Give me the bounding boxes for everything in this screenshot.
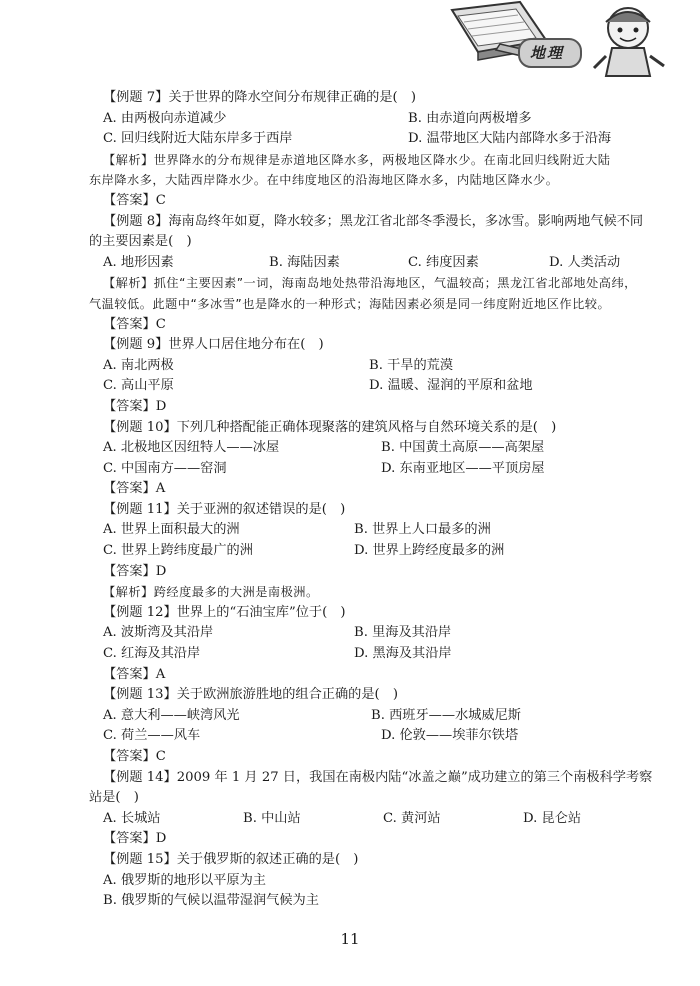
text-line: 【解析】世界降水的分布规律是赤道地区降水多，两极地区降水少。在南北回归线附近大陆 (103, 152, 611, 167)
option-text: D. 世界上跨经度最多的洲 (354, 543, 505, 559)
cartoon-kid-icon (594, 8, 664, 76)
option-text: D. 温带地区大陆内部降水多于沿海 (408, 131, 612, 147)
text-line: 的主要因素是( ) (89, 234, 192, 250)
option-text: B. 由赤道向两极增多 (408, 110, 532, 126)
header-illustration (0, 0, 700, 80)
options-row (103, 376, 643, 397)
options-row (103, 129, 643, 150)
option-text: C. 高山平原 (103, 378, 174, 394)
text-line: A. 俄罗斯的地形以平原为主 (103, 872, 266, 888)
option-text: A. 世界上面积最大的洲 (103, 522, 240, 538)
text-line: B. 俄罗斯的气候以温带湿润气候为主 (103, 893, 319, 909)
option-text: D. 黑海及其沿岸 (354, 646, 452, 662)
text-line: 【解析】抓住“主要因素”一词，海南岛地处热带沿海地区，气温较高；黑龙江省北部地处高纬， (103, 276, 637, 291)
options-row (103, 726, 643, 747)
option-text: B. 干旱的荒漠 (369, 357, 454, 373)
option-text: C. 红海及其沿岸 (103, 646, 201, 662)
text-line: 【答案】D (103, 563, 167, 579)
option-text: C. 纬度因素 (408, 254, 479, 270)
option-text: D. 昆仑站 (523, 810, 582, 826)
option-text: C. 回归线附近大陆东岸多于西岸 (103, 131, 293, 147)
options-row (103, 109, 643, 130)
text-line: 【例题 14】2009 年 1 月 27 日，我国在南极内陆“冰盖之巅”成功建立的第三个南极科学考察 (103, 769, 653, 785)
options-row (103, 520, 643, 541)
option-text: A. 波斯湾及其沿岸 (103, 625, 214, 641)
text-line: 【答案】C (103, 749, 166, 764)
text-line: 【答案】C (103, 192, 166, 208)
option-text: B. 海陆因素 (269, 254, 340, 270)
text-line: 【例题 7】关于世界的降水空间分布规律正确的是( ) (103, 90, 416, 105)
text-line: 【例题 13】关于欧洲旅游胜地的组合正确的是( ) (103, 687, 399, 703)
text-line: 【答案】A (103, 481, 166, 497)
document-body (89, 88, 653, 912)
option-text: B. 里海及其沿岸 (354, 625, 452, 641)
text-line: 【例题 12】世界上的“石油宝库”位于( ) (103, 604, 346, 620)
page-number: 11 (340, 930, 360, 948)
subject-badge-label: 地理 (530, 44, 565, 62)
option-text: A. 南北两极 (103, 357, 174, 373)
options-row (103, 541, 643, 562)
text-line: 【答案】D (103, 398, 167, 414)
text-line: 【答案】A (103, 666, 166, 682)
options-row (103, 438, 643, 459)
text-line: 【例题 15】关于俄罗斯的叙述正确的是( ) (103, 851, 359, 867)
text-line: 站是( ) (89, 790, 139, 806)
options-row (103, 809, 643, 830)
options-row (103, 644, 643, 665)
option-text: C. 世界上跨纬度最广的洲 (103, 543, 253, 559)
option-text: B. 世界上人口最多的洲 (354, 522, 491, 538)
option-text: A. 意大利——峡湾风光 (103, 707, 240, 723)
text-line: 【答案】C (103, 316, 166, 332)
option-text: D. 人类活动 (549, 254, 621, 270)
options-row (103, 253, 643, 274)
text-line: 【例题 11】关于亚洲的叙述错误的是( ) (103, 501, 346, 517)
options-row (103, 356, 643, 377)
option-text: A. 由两极向赤道减少 (103, 110, 227, 126)
options-row (103, 706, 643, 727)
option-text: C. 荷兰——风车 (103, 728, 201, 744)
option-text: D. 伦敦——埃菲尔铁塔 (381, 728, 519, 744)
text-line: 气温较低。此题中“多冰雪”也是降水的一种形式；海陆因素必须是同一纬度附近地区作比较。 (89, 296, 611, 311)
text-line: 【例题 9】世界人口居住地分布在( ) (103, 337, 324, 353)
text-line: 【答案】D (103, 831, 167, 847)
option-text: C. 黄河站 (383, 810, 441, 826)
option-text: B. 中山站 (243, 810, 301, 826)
options-row (103, 459, 643, 480)
options-row (103, 623, 643, 644)
option-text: A. 地形因素 (103, 254, 174, 270)
option-text: D. 东南亚地区——平顶房屋 (381, 460, 545, 476)
option-text: B. 中国黄土高原——高架屋 (381, 440, 545, 456)
option-text: B. 西班牙——水城威尼斯 (371, 707, 521, 723)
option-text: A. 北极地区因纽特人——冰屋 (103, 440, 280, 456)
text-line: 【例题 10】下列几种搭配能正确体现聚落的建筑风格与自然环境关系的是( ) (103, 419, 557, 435)
option-text: D. 温暖、湿润的平原和盆地 (369, 378, 533, 394)
option-text: A. 长城站 (103, 810, 161, 826)
text-line: 【例题 8】海南岛终年如夏，降水较多；黑龙江省北部冬季漫长，多冰雪。影响两地气候不同 (103, 213, 644, 229)
text-line: 东岸降水多，大陆西岸降水少。在中纬度地区的沿海地区降水多，内陆地区降水少。 (89, 173, 559, 188)
option-text: C. 中国南方——窑洞 (103, 460, 227, 476)
text-line: 【解析】跨经度最多的大洲是南极洲。 (103, 585, 319, 600)
